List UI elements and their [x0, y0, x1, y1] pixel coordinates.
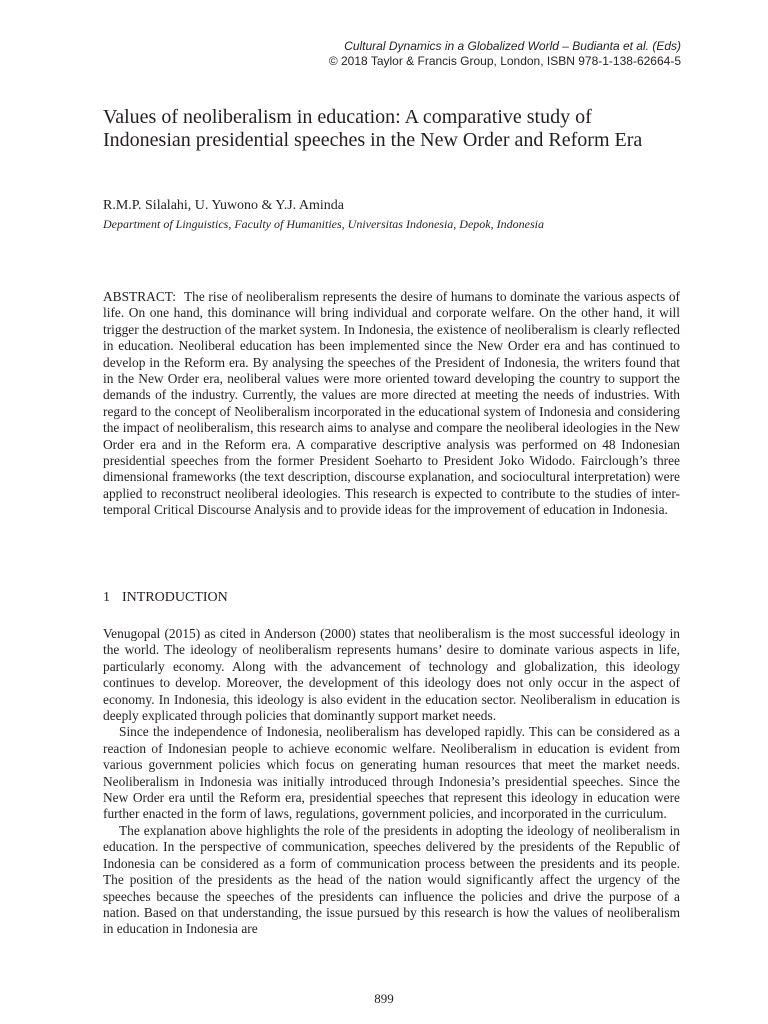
- running-head-copyright: © 2018 Taylor & Francis Group, London, ISBN 978-1-138-62664-5: [328, 54, 681, 68]
- paper-authors: R.M.P. Silalahi, U. Yuwono & Y.J. Aminda: [103, 198, 345, 213]
- abstract-label: ABSTRACT:: [103, 289, 176, 304]
- paper-title: Values of neoliberalism in education: A comparative study of Indonesian presidential speeches in the New Order and Reform Era: [103, 106, 643, 151]
- section-heading: [103, 590, 228, 606]
- page-number: 899: [374, 991, 394, 1006]
- paragraph: The explanation above highlights the role of the presidents in adopting the ideology of neoliberalism in education. In the perspective of communication, speeches delivered by the presidents of the Republic of Indonesia can be considered as a form of communication process between the presidents and its people. The position of the presidents as the head of the nation would significantly affect the urgency of the speeches because the speeches of the presidents can influence the policies and drive the purpose of a nation. Based on that understanding, the issue pursued by this research is how the values of neoliberalism in education in Indonesia are: [103, 822, 680, 937]
- section-title: INTRODUCTION: [122, 590, 228, 605]
- section-number: 1: [103, 590, 110, 605]
- paragraph: Since the independence of Indonesia, neoliberalism has developed rapidly. This can be considered as a reaction of Indonesian people to achieve economic welfare. Neoliberalism in education is evident from various government policies which focus on generating human resources that meet the market needs. Neoliberalism in Indonesia was initially introduced through Indonesia’s presidential speeches. Since the New Order era until the Reform era, presidential speeches that represent this ideology in education were further enacted in the form of laws, regulations, government policies, and incorporated in the curriculum.: [103, 724, 680, 822]
- running-head: [329, 39, 681, 69]
- paragraph: Venugopal (2015) as cited in Anderson (2000) states that neoliberalism is the most successful ideology in the world. The ideology of neoliberalism represents humans’ desire to dominate various aspects in life, particularly economy. Along with the advancement of technology and globalization, this ideology continues to develop. Moreover, the development of this ideology does not only occur in the aspect of economy. In Indonesia, this ideology is also evident in the education sector. Neoliberalism in education is deeply explicated through policies that dominantly support market needs.: [103, 626, 680, 724]
- author-affiliation: Department of Linguistics, Faculty of Humanities, Universitas Indonesia, Depok, Indonesia: [103, 217, 544, 231]
- running-head-book-title: Cultural Dynamics in a Globalized World – Budianta et al. (Eds): [344, 39, 681, 53]
- body-text: [103, 626, 680, 938]
- abstract: [103, 289, 680, 519]
- abstract-text: The rise of neoliberalism represents the desire of humans to dominate the various aspects of life. On one hand, this dominance will bring individual and corporate welfare. On the other hand, it will trigger the destruction of the market system. In Indonesia, the existence of neoliberalism is clearly reflected in education. Neoliberal education has been implemented since the New Order era and has continued to develop in the Reform era. By analysing the speeches of the President of Indonesia, the writers found that in the New Order era, neoliberal values were more oriented toward developing the country to support the demands of the industry. Currently, the values are more directed at meeting the needs of industries. With regard to the concept of Neoliberalism incorporated in the educational system of Indonesia and considering the impact of neoliberalism, this research aims to analyse and compare the neoliberal ideologies in the New Order era and in the Reform era. A comparative descriptive analysis was performed on 48 Indonesian presidential speeches from the former President Soeharto to President Joko Widodo. Fairclough’s three dimensional frameworks (the text description, discourse explanation, and sociocultural interpretation) were applied to reconstruct neoliberal ideologies. This research is expected to contribute to the studies of inter-temporal Critical Discourse Analysis and to provide ideas for the improvement of education in Indonesia.: [103, 289, 680, 518]
